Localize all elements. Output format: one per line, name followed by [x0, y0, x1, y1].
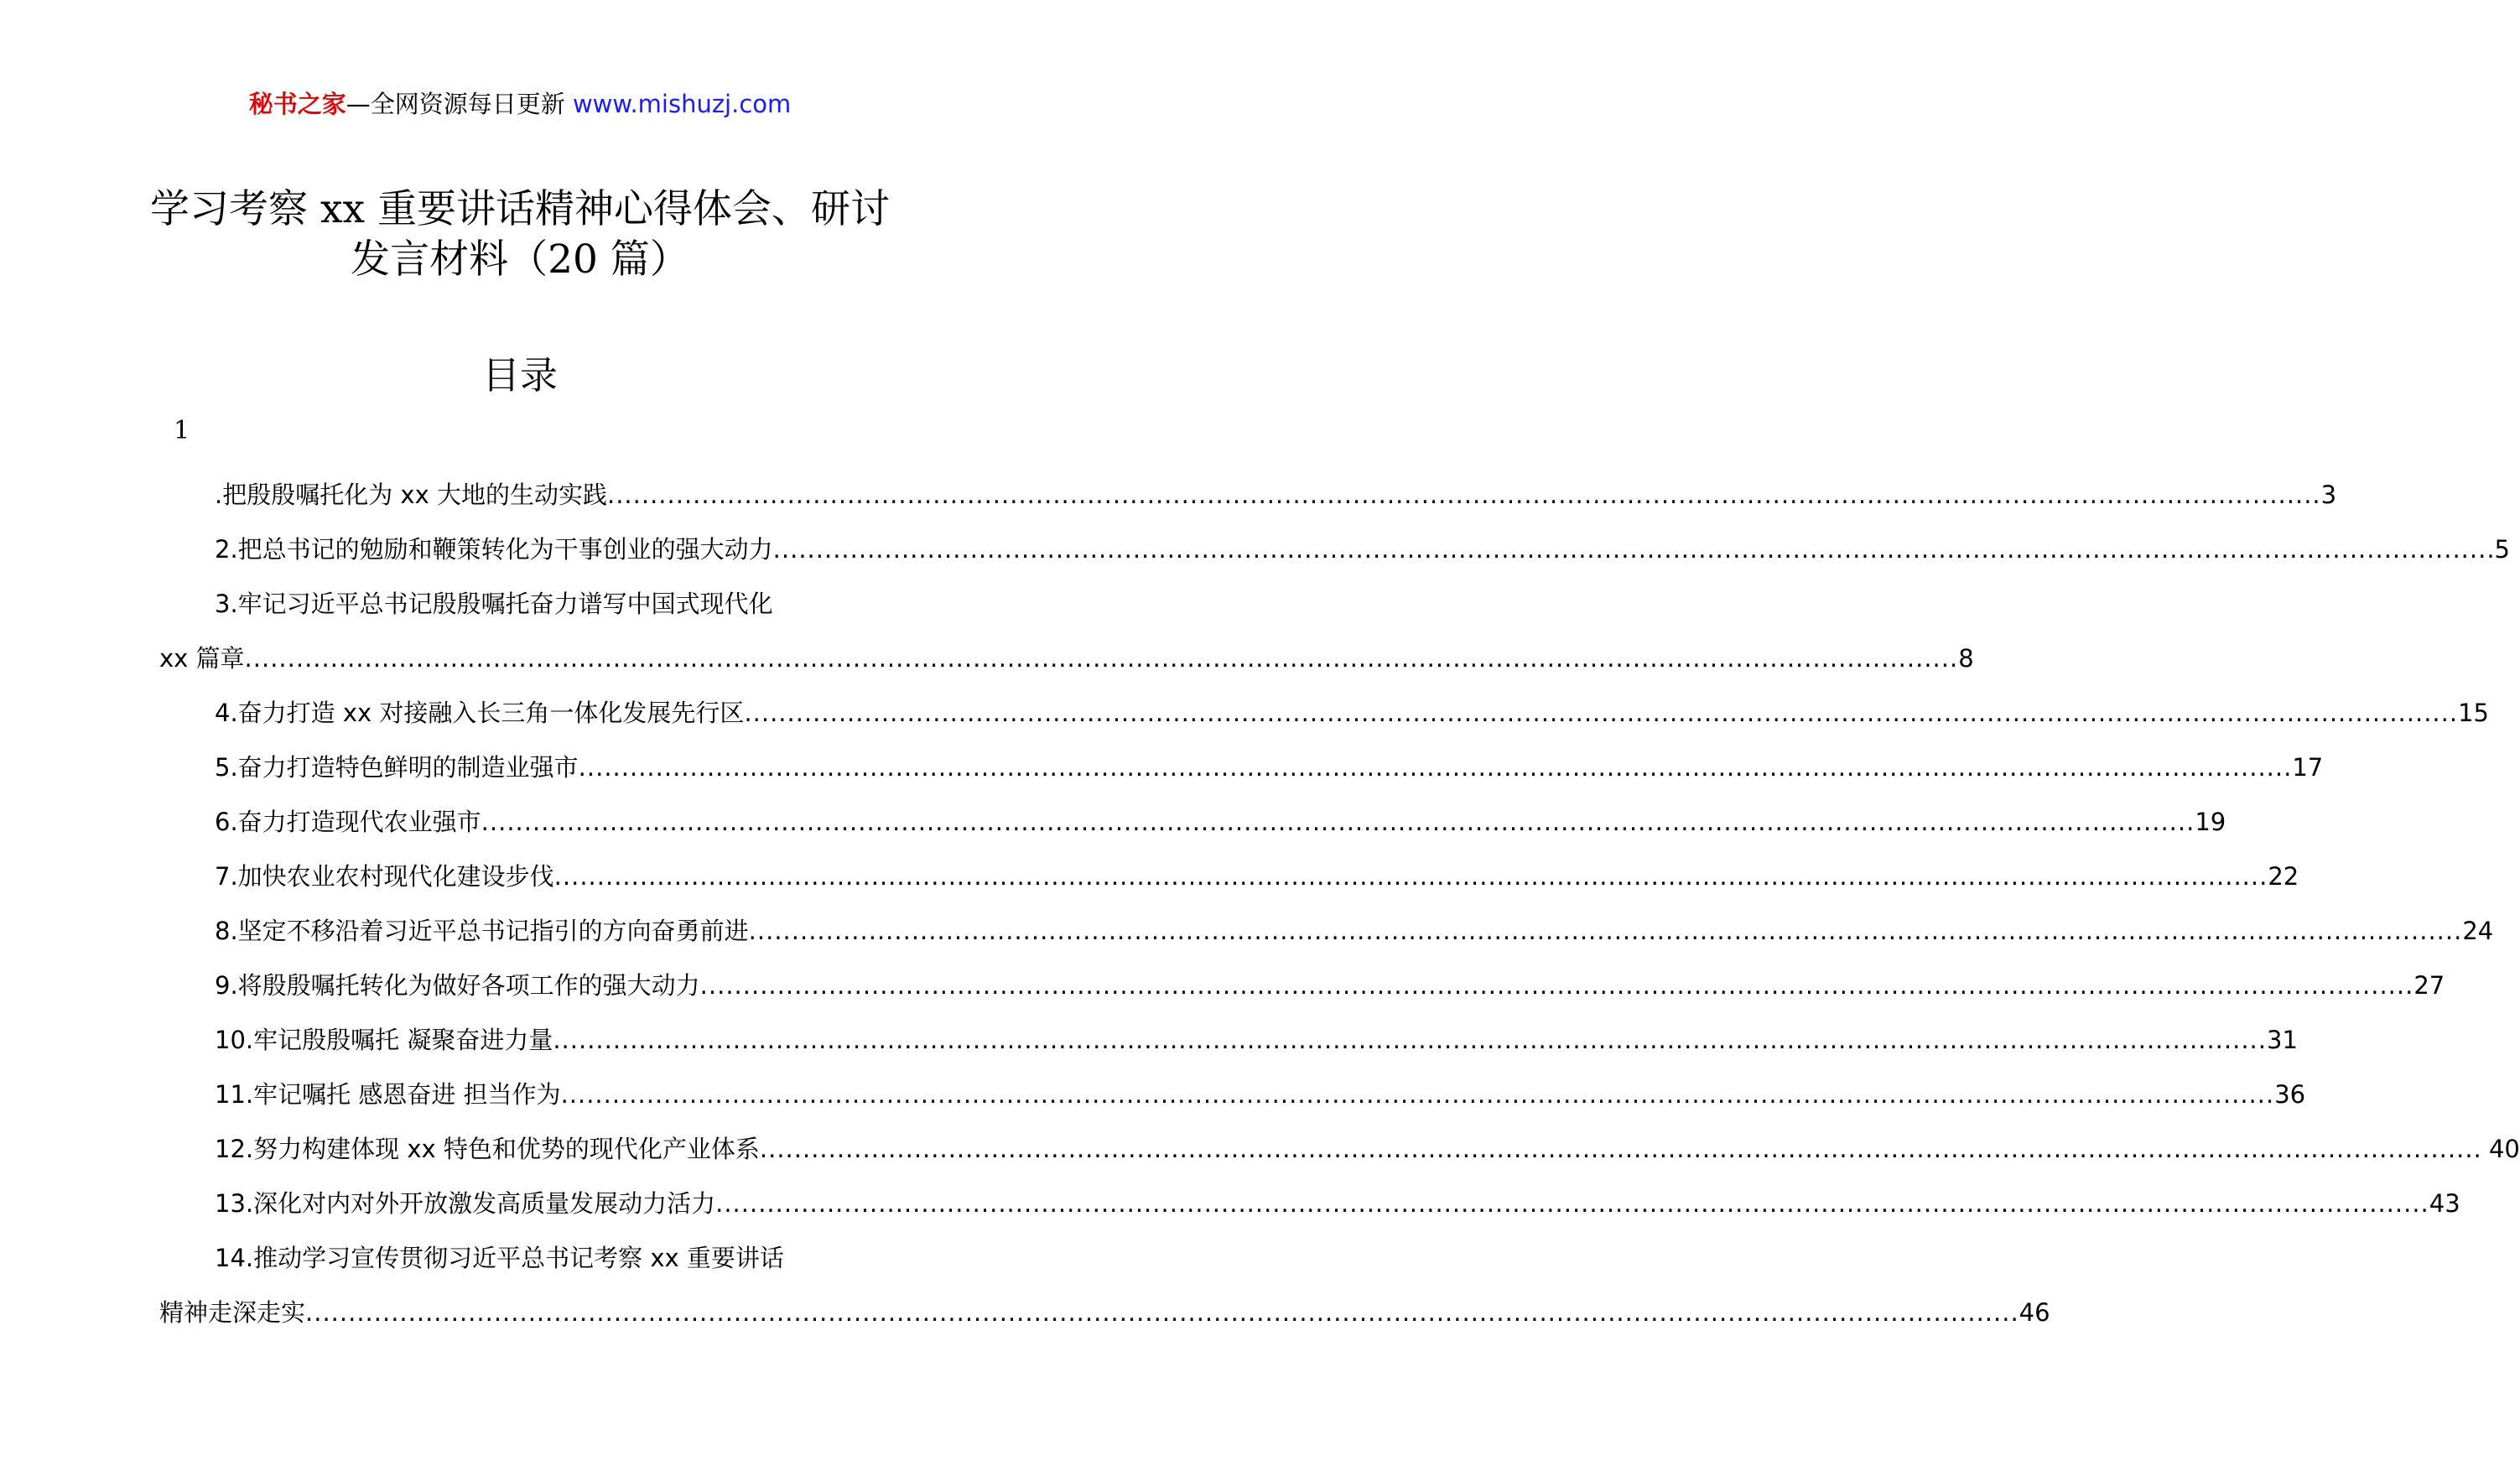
toc-leader-dots: ........................................................................................................................................................................................................	[715, 1188, 2429, 1218]
toc-leader-dots: ........................................................................................................................................................................................................	[305, 1297, 2019, 1327]
toc-entry-text: 9.将殷殷嘱托转化为做好各项工作的强大动力	[215, 970, 700, 1000]
toc-entry-text: 11.牢记嘱托 感恩奋进 担当作为	[215, 1079, 561, 1109]
toc-entry[interactable]	[159, 1230, 882, 1285]
title-line-2: 发言材料（20 篇）	[351, 237, 689, 283]
toc-page-number: 22	[2268, 861, 2299, 891]
toc-entry[interactable]	[159, 522, 2510, 576]
toc-page-number: 43	[2429, 1188, 2460, 1218]
document-title	[101, 185, 939, 285]
toc-entry-continuation[interactable]	[159, 631, 1974, 685]
toc-page-number: 46	[2019, 1297, 2050, 1327]
toc-entry[interactable]	[159, 1012, 2298, 1067]
site-url[interactable]: www.mishuzj.com	[572, 90, 792, 118]
toc-page-number: 17	[2292, 752, 2324, 782]
toc-entry[interactable]	[159, 1121, 2520, 1176]
toc-leader-dots: ........................................................................................................................................................................................................	[744, 698, 2459, 727]
toc-page-number: 15	[2458, 698, 2489, 727]
toc-page-number: 8	[1958, 643, 1974, 673]
toc-entry[interactable]	[159, 849, 2299, 903]
toc-entry[interactable]	[159, 740, 2324, 794]
toc-entry[interactable]	[159, 903, 2494, 958]
toc-entry[interactable]	[159, 794, 2226, 849]
toc-entry-text: 8.坚定不移沿着习近平总书记指引的方向奋勇前进	[215, 916, 749, 945]
header-slogan: —全网资源每日更新	[346, 90, 573, 118]
toc-leader-dots: ........................................................................................................................................................................................................	[772, 534, 2487, 564]
toc-entry[interactable]	[159, 1067, 2306, 1121]
title-line-1: 学习考察 xx 重要讲话精神心得体会、研讨	[150, 186, 890, 232]
toc-page-number: .5	[2486, 534, 2510, 564]
toc-entry[interactable]	[159, 1176, 2460, 1230]
table-of-contents	[159, 467, 2520, 1339]
toc-heading: 目录	[481, 353, 558, 398]
toc-entry[interactable]	[159, 685, 2489, 740]
toc-entry-text: 13.深化对内对外开放激发高质量发展动力活力	[215, 1188, 716, 1218]
toc-entry-continuation[interactable]	[159, 1285, 2050, 1339]
toc-leader-dots: ........................................................................................................................................................................................................	[560, 1079, 2275, 1109]
toc-entry-text: 精神走深走实	[159, 1297, 306, 1327]
toc-leader-dots: ........................................................................................................................................................................................................	[578, 752, 2293, 782]
toc-entry-text: 2.把总书记的勉励和鞭策转化为干事创业的强大动力	[215, 534, 773, 564]
toc-page-number: 19	[2195, 807, 2226, 836]
brand-name: 秘书之家	[248, 90, 346, 118]
toc-leader-dots: ........................................................................................................................................................................................................	[553, 861, 2268, 891]
site-header	[0, 86, 1040, 122]
toc-leader-dots: ........................................................................................................................................................................................................	[748, 916, 2463, 945]
toc-page-number: 31	[2267, 1025, 2298, 1054]
toc-leader-dots: ........................................................................................................................................................................................................	[481, 807, 2195, 836]
toc-entry-text: 12.努力构建体现 xx 特色和优势的现代化产业体系	[215, 1134, 760, 1163]
toc-leader-dots: ........................................................................................................................................................................................................	[244, 643, 1959, 673]
toc-page-number: 27	[2413, 970, 2445, 1000]
toc-page-number: 3	[2320, 480, 2337, 509]
toc-entry[interactable]	[159, 958, 2445, 1012]
toc-entry-text: 3.牢记习近平总书记殷殷嘱托奋力谱写中国式现代化	[215, 589, 773, 618]
toc-entry-text: 5.奋力打造特色鲜明的制造业强市	[215, 752, 579, 782]
stray-number: 1	[174, 416, 190, 445]
toc-page-number: 24	[2462, 916, 2494, 945]
toc-entry-text: 6.奋力打造现代农业强市	[215, 807, 481, 836]
toc-entry[interactable]	[159, 576, 882, 631]
toc-entry-text: .把殷殷嘱托化为 xx 大地的生动实践	[215, 480, 607, 509]
toc-page-number: 36	[2274, 1079, 2306, 1109]
toc-leader-dots: ........................................................................................................................................................................................................	[606, 480, 2321, 509]
toc-page-number: . 40	[2473, 1134, 2520, 1163]
toc-entry-text: 14.推动学习宣传贯彻习近平总书记考察 xx 重要讲话	[215, 1243, 784, 1272]
toc-entry[interactable]	[159, 467, 2337, 522]
toc-leader-dots: ........................................................................................................................................................................................................	[553, 1025, 2267, 1054]
toc-entry-text: 4.奋力打造 xx 对接融入长三角一体化发展先行区	[215, 698, 745, 727]
toc-entry-text: xx 篇章	[159, 643, 245, 673]
toc-leader-dots: ........................................................................................................................................................................................................	[759, 1134, 2474, 1163]
toc-leader-dots: ........................................................................................................................................................................................................	[699, 970, 2414, 1000]
toc-entry-text: 7.加快农业农村现代化建设步伐	[215, 861, 554, 891]
toc-entry-text: 10.牢记殷殷嘱托 凝聚奋进力量	[215, 1025, 553, 1054]
